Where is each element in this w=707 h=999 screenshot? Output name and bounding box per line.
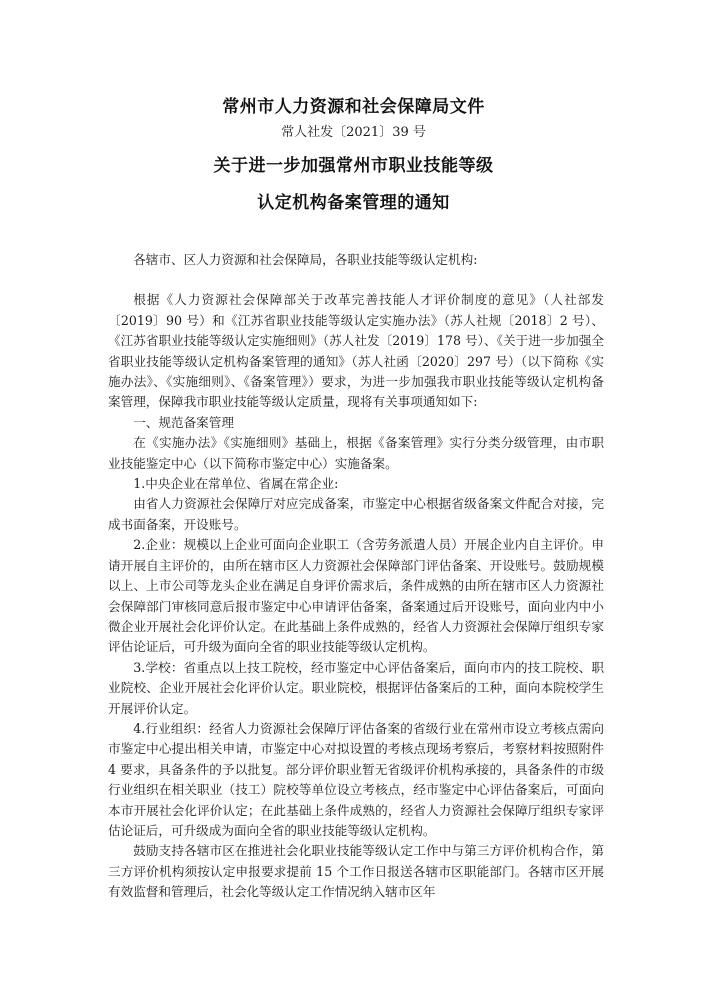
- document-body: [108, 250, 604, 903]
- notice-title-line-2: 认定机构备案管理的通知: [257, 193, 450, 213]
- salutation: 各辖市、区人力资源和社会保障局，各职业技能等级认定机构:: [133, 252, 478, 267]
- paragraph-basis: 根据《人力资源社会保障部关于改革完善技能人才评价制度的意见》（人社部发〔2019〕90 号）和《江苏省职业技能等级认定实施办法》（苏人社规〔2018〕2 号）、《江苏省职业技能等级认定实施细则》（苏人社发〔2019〕178 号）、《关于进一步加强全省职业技能等级认定机构备案管理的通知》（苏人社函〔2020〕297 号）（以下简称《实施办法》、《实施细则》、《备案管理》）要求，为进一步加强我市职业技能等级认定机构备案管理，保障我市职业技能等级认定质量，现将有关事项通知如下:: [108, 292, 604, 410]
- item-heading-1: 1.中央企业在常单位、省属在常企业:: [133, 476, 339, 492]
- paragraph: 由省人力资源社会保障厅对应完成备案，市鉴定中心根据省级备案文件配合对接，完成书面备案，开设账号。: [108, 496, 604, 532]
- item-school: 3.学校：省重点以上技工院校，经市鉴定中心评估备案后，面向市内的技工院校、职业院校、企业开展社会化评价认定。职业院校，根据评估备案后的工种，面向本院校学生开展评价认定。: [108, 659, 604, 716]
- issuer-title: 常州市人力资源和社会保障局文件: [222, 97, 485, 117]
- item-enterprise: 2.企业：规模以上企业可面向企业职工（含劳务派遣人员）开展企业内自主评价。申请开展自主评价的，由所在辖市区人力资源社会保障部门评估备案、开设账号。鼓励规模以上、上市公司等龙头企业在满足自身评价需求后，条件成熟的由所在辖市区人力资源社会保障部门审核同意后报市鉴定中心申请评估备案，备案通过后开设账号，面向业内中小微企业开展社会化评价认定。在此基础上条件成熟的，经省人力资源社会保障厅组织专家评估论证后，可升级为面向全省的职业技能等级认定机构。: [108, 537, 604, 655]
- document-number: 常人社发〔2021〕39 号: [281, 125, 426, 140]
- paragraph: 在《实施办法》《实施细则》基础上，根据《备案管理》实行分类分级管理，由市职业技能鉴定中心（以下简称市鉴定中心）实施备案。: [108, 435, 604, 471]
- item-industry: 4.行业组织：经省人力资源社会保障厅评估备案的省级行业在常州市设立考核点需向市鉴定中心提出相关申请，市鉴定中心对拟设置的考核点现场考察后，考察材料按照附件 4 要求，具备条件的予以批复。部分评价职业暂无省级评价机构承接的，具备条件的市级行业组织在相关职业（技工）院校等单位设立考核点，经市鉴定中心评估备案后，可面向本市开展社会化评价认定；在此基础上条件成熟的，经省人力资源社会保障厅组织专家评估论证后，可升级成为面向全省的职业技能等级认定机构。: [108, 720, 604, 838]
- paragraph-third-party: 鼓励支持各辖市区在推进社会化职业技能等级认定工作中与第三方评价机构合作，第三方评价机构须按认定申报要求提前 15 个工作日报送各辖市区职能部门。各辖市区开展有效监督和管理后，社会化等级认定工作情况纳入辖市区年: [108, 843, 604, 900]
- section-heading-1: 一、规范备案管理: [133, 414, 234, 430]
- notice-title-line-1: 关于进一步加强常州市职业技能等级: [213, 156, 494, 176]
